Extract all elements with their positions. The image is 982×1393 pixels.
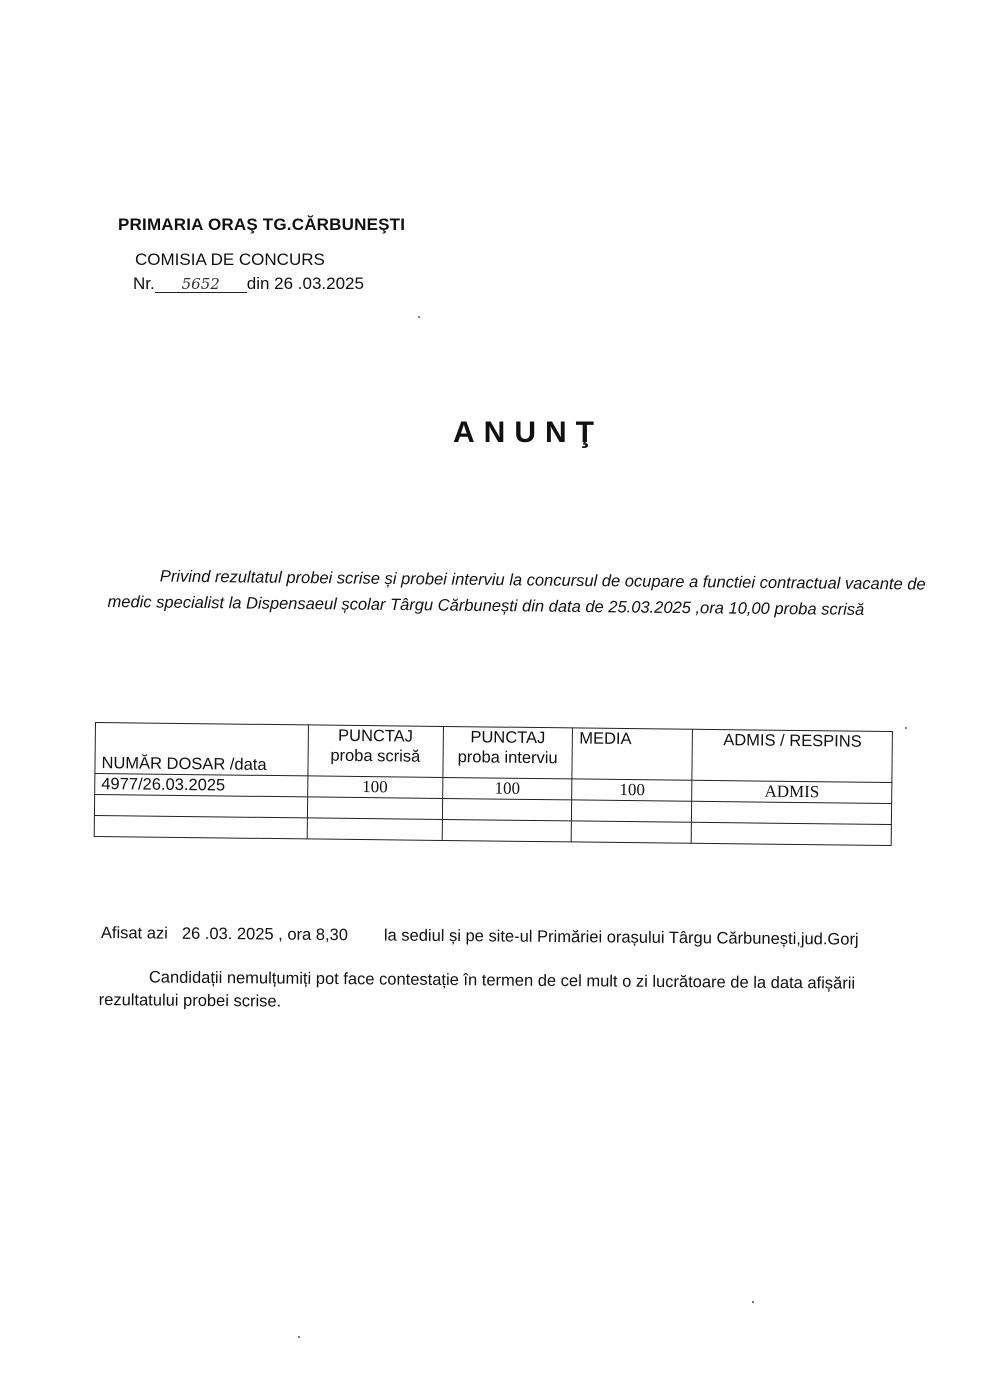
registration-number — [133, 274, 364, 294]
scan-speck — [298, 1336, 300, 1338]
cell-average — [572, 821, 692, 843]
cell-written-score: 100 — [307, 776, 442, 799]
commission-name: COMISIA DE CONCURS — [135, 250, 325, 269]
posted-label: Afisat azi — [100, 924, 168, 943]
header-average: MEDIA — [572, 728, 692, 780]
cell-average — [572, 800, 692, 822]
posting-line — [101, 924, 859, 950]
cell-file-number — [94, 815, 307, 838]
intro-text: Privind rezultatul probei scrise și probei interviu la concursul de ocupare a functiei contractual vacante de medic specialist la Dispensaeul școlar Târgu Cărbunești din data de 25.03.2025 ,ora 10,00 proba scrisă — [107, 567, 926, 619]
appeal-paragraph — [99, 966, 889, 1019]
scan-speck — [905, 727, 907, 729]
cell-result — [691, 822, 891, 845]
cell-written-score — [307, 818, 442, 841]
header-written-score: PUNCTAJ proba scrisă — [308, 725, 443, 778]
results-table — [94, 722, 893, 846]
number-date: din 26 .03.2025 — [246, 274, 364, 293]
header-file-number: NUMĂR DOSAR /data — [95, 723, 308, 776]
handwritten-number: 5652 — [155, 276, 247, 293]
posted-time: ora 8,30 — [287, 925, 349, 945]
posted-location: la sediul și pe site-ul Primăriei orașului Târgu Cărbunești,jud.Gorj — [383, 926, 859, 949]
cell-average: 100 — [572, 779, 692, 801]
cell-interview-score: 100 — [442, 777, 572, 799]
institution-name: PRIMARIA ORAŞ TG.CĂRBUNEŞTI — [118, 215, 406, 234]
scan-speck — [752, 1301, 754, 1303]
header-result: ADMIS / RESPINS — [692, 729, 892, 782]
table-header-row — [95, 723, 893, 783]
cell-result — [692, 801, 892, 824]
cell-result: ADMIS — [692, 780, 892, 803]
cell-written-score — [307, 797, 442, 820]
cell-interview-score — [442, 819, 572, 841]
document-title: ANUNŢ — [453, 416, 603, 449]
scan-speck — [418, 316, 420, 318]
number-prefix: Nr. — [133, 274, 155, 293]
cell-file-number — [94, 795, 307, 818]
posted-date: 26 .03. 2025 , — [181, 924, 283, 944]
appeal-text: Candidații nemulțumiți pot face contestație în termen de cel mult o zi lucrătoare de la data afișării rezultatului probei scrise. — [98, 968, 856, 1011]
intro-paragraph — [107, 563, 952, 624]
header-interview-score: PUNCTAJ proba interviu — [443, 726, 573, 778]
cell-interview-score — [442, 798, 572, 820]
cell-file-number: 4977/26.03.2025 — [95, 774, 308, 797]
